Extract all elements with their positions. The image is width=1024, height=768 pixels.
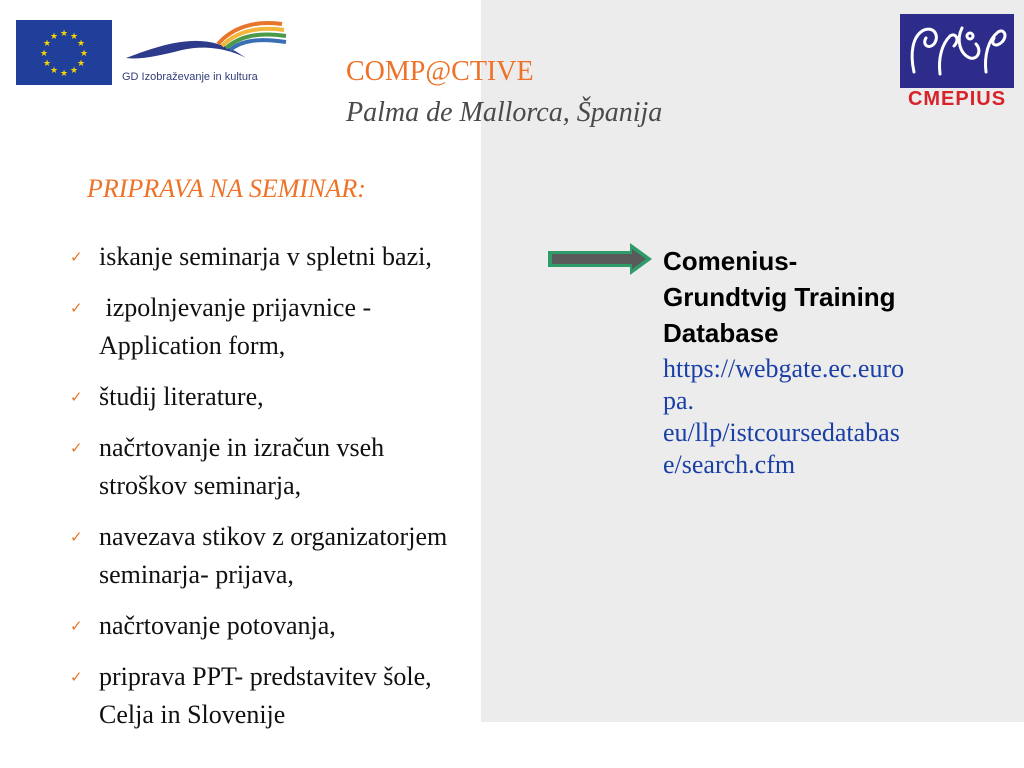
svg-text:★: ★: [49, 32, 59, 42]
checkmark-icon: ✓: [70, 439, 83, 457]
svg-text:★: ★: [79, 49, 89, 59]
list-item-text: seminarja- prijava,: [99, 560, 294, 589]
cmepius-emblem: [900, 14, 1014, 88]
database-url-line[interactable]: eu/llp/istcoursedatabas: [663, 418, 900, 447]
svg-text:★: ★: [69, 32, 79, 42]
checkmark-icon: ✓: [70, 388, 83, 406]
svg-text:★: ★: [42, 59, 52, 69]
svg-text:★: ★: [76, 39, 86, 49]
list-item: [70, 289, 570, 365]
list-item-text: Celja in Slovenije: [99, 700, 286, 729]
svg-text:★: ★: [39, 49, 49, 59]
database-title-line: Comenius-: [663, 246, 798, 276]
list-item-text: Application form,: [99, 331, 286, 360]
list-item-text: priprava PPT- predstavitev šole,: [99, 662, 432, 691]
list-item-text: načrtovanje in izračun vseh: [99, 433, 385, 462]
svg-text:★: ★: [59, 69, 69, 79]
preparation-list: [70, 238, 570, 747]
eu-flag-logo: [16, 20, 112, 85]
checkmark-icon: ✓: [70, 528, 83, 546]
list-item: [70, 238, 570, 276]
svg-text:★: ★: [69, 66, 79, 76]
list-item: [70, 658, 570, 734]
database-url-line[interactable]: https://webgate.ec.euro: [663, 354, 905, 383]
list-item-text: navezava stikov z organizatorjem: [99, 522, 448, 551]
svg-text:★: ★: [59, 29, 69, 39]
list-item-text: stroškov seminarja,: [99, 471, 302, 500]
page-title: COMP@CTIVE: [346, 56, 534, 87]
bird-swoosh-icon: [122, 14, 292, 70]
cmepius-logo: [900, 14, 1014, 110]
cmepius-logo-text: CMEPIUS: [907, 88, 1007, 110]
database-title-line: Database: [663, 318, 779, 348]
checkmark-icon: ✓: [70, 617, 83, 635]
list-item: [70, 378, 570, 416]
checkmark-icon: ✓: [70, 299, 83, 317]
database-url-line[interactable]: e/search.cfm: [663, 450, 796, 479]
svg-text:★: ★: [49, 66, 59, 76]
svg-text:★: ★: [42, 39, 52, 49]
list-item-text: načrtovanje potovanja,: [99, 611, 336, 640]
page-subtitle: Palma de Mallorca, Španija: [346, 97, 663, 128]
database-title: [663, 243, 993, 351]
list-item: [70, 429, 570, 505]
list-item-text: izpolnjevanje prijavnice -: [99, 293, 372, 322]
right-arrow-icon: [546, 241, 654, 277]
list-item-text: iskanje seminarja v spletni bazi,: [99, 242, 432, 271]
checkmark-icon: ✓: [70, 668, 83, 686]
gd-logo-text: GD Izobraževanje in kultura: [122, 71, 258, 83]
checkmark-icon: ✓: [70, 248, 83, 266]
gd-izobrazevanje-logo: [122, 14, 292, 94]
list-item: [70, 518, 570, 594]
database-title-line: Grundtvig Training: [663, 282, 896, 312]
list-item-text: študij literature,: [99, 382, 264, 411]
svg-text:★: ★: [76, 59, 86, 69]
database-url-link[interactable]: [663, 353, 993, 481]
section-heading: PRIPRAVA NA SEMINAR:: [87, 174, 366, 203]
database-url-line[interactable]: pa.: [663, 386, 695, 415]
list-item: [70, 607, 570, 645]
